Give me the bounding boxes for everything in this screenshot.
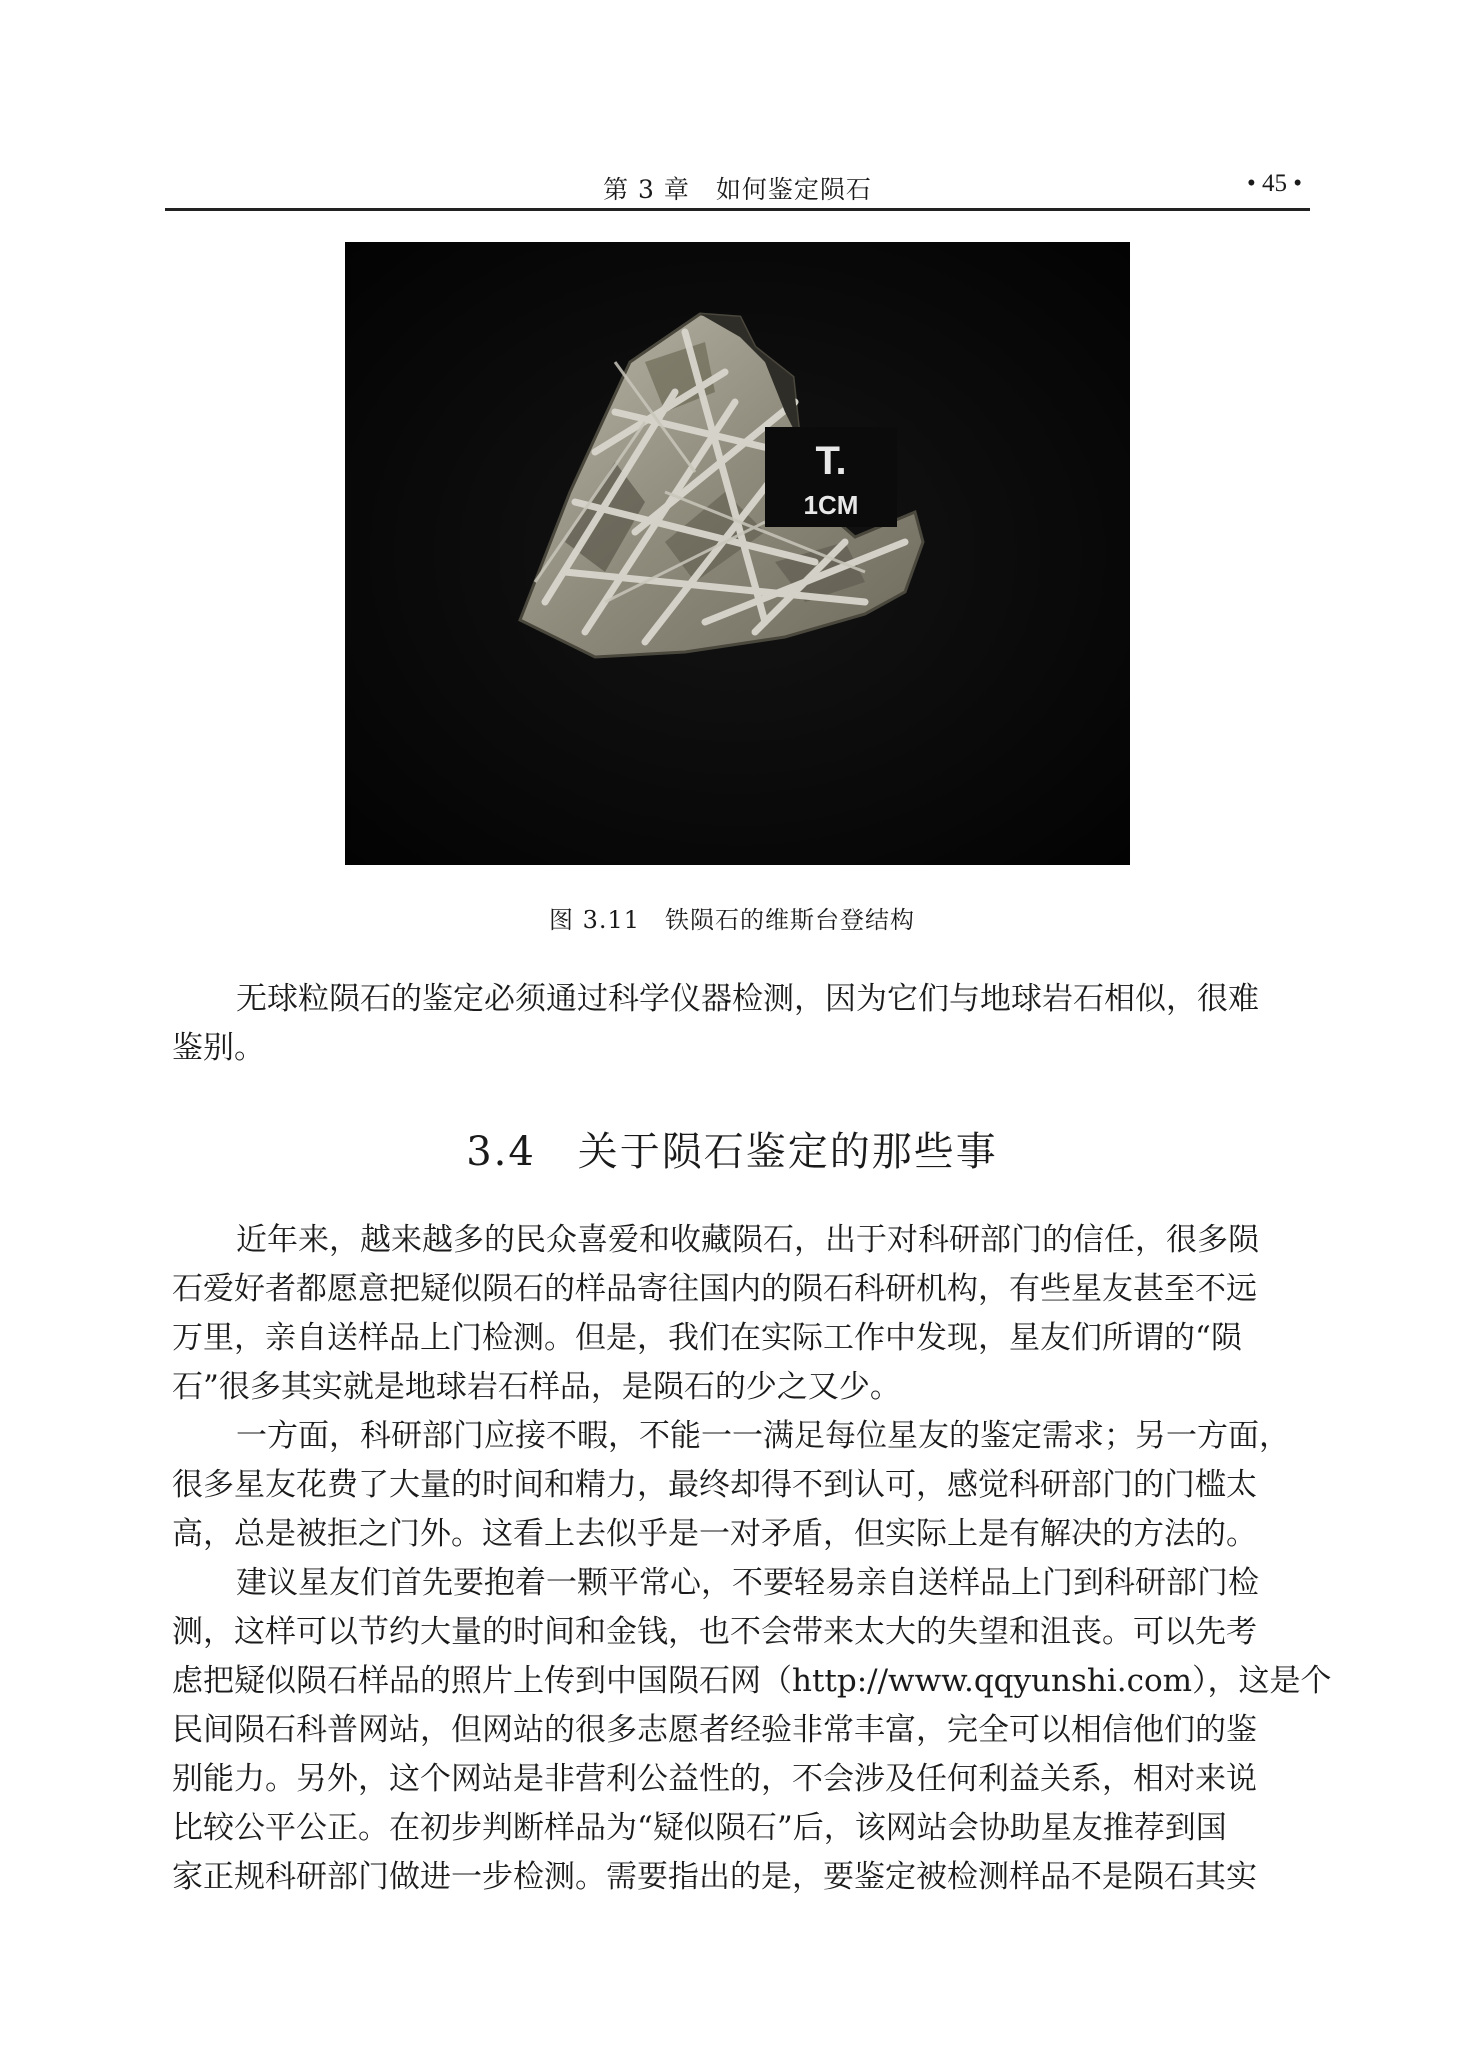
running-header: [165, 168, 1310, 211]
paragraph-4-line-7: 家正规科研部门做进一步检测。需要指出的是，要鉴定被检测样品不是陨石其实: [172, 1859, 1257, 1895]
paragraph-4-line-1: 建议星友们首先要抱着一颗平常心，不要轻易亲自送样品上门到科研部门检: [236, 1565, 1259, 1601]
paragraph-2-line-1: 近年来，越来越多的民众喜爱和收藏陨石，出于对科研部门的信任，很多陨: [236, 1222, 1259, 1258]
paragraph-3: [172, 1412, 1302, 1559]
paragraph-2: [172, 1216, 1302, 1412]
scale-cube: [765, 427, 897, 527]
paragraph-1: [172, 975, 1302, 1073]
paragraph-4-line-2: 测，这样可以节约大量的时间和金钱，也不会带来太大的失望和沮丧。可以先考: [172, 1614, 1257, 1650]
section-heading: 3.4 关于陨石鉴定的那些事: [466, 1129, 998, 1175]
page-number: • 45 •: [1246, 170, 1302, 197]
paragraph-1-line-1: 无球粒陨石的鉴定必须通过科学仪器检测，因为它们与地球岩石相似，很难: [236, 981, 1259, 1017]
paragraph-4-line-3: 虑把疑似陨石样品的照片上传到中国陨石网（http://www.qqyunshi.com），这是个: [172, 1663, 1332, 1699]
meteorite-photo: [345, 242, 1130, 865]
paragraph-1-line-2: 鉴别。: [172, 1030, 265, 1066]
paragraph-2-line-3: 万里，亲自送样品上门检测。但是，我们在实际工作中发现，星友们所谓的“陨: [172, 1320, 1242, 1356]
paragraph-2-line-4: 石”很多其实就是地球岩石样品，是陨石的少之又少。: [172, 1369, 901, 1405]
paragraph-3-line-2: 很多星友花费了大量的时间和精力，最终却得不到认可，感觉科研部门的门槛太: [172, 1467, 1257, 1503]
figure-caption: 图 3.11 铁陨石的维斯台登结构: [548, 906, 916, 934]
scale-letter: T.: [815, 439, 847, 483]
scale-unit: 1CM: [803, 490, 859, 520]
chapter-title: 第 3 章 如何鉴定陨石: [603, 175, 872, 204]
paragraph-3-line-3: 高，总是被拒之门外。这看上去似乎是一对矛盾，但实际上是有解决的方法的。: [172, 1516, 1257, 1552]
paragraph-4-line-5: 别能力。另外，这个网站是非营利公益性的，不会涉及任何利益关系，相对来说: [172, 1761, 1257, 1797]
paragraph-4-line-6: 比较公平公正。在初步判断样品为“疑似陨石”后，该网站会协助星友推荐到国: [172, 1810, 1227, 1846]
paragraph-4-line-4: 民间陨石科普网站，但网站的很多志愿者经验非常丰富，完全可以相信他们的鉴: [172, 1712, 1257, 1748]
paragraph-4: [172, 1559, 1332, 1902]
paragraph-3-line-1: 一方面，科研部门应接不暇，不能一一满足每位星友的鉴定需求；另一方面，: [236, 1418, 1290, 1454]
paragraph-2-line-2: 石爱好者都愿意把疑似陨石的样品寄往国内的陨石科研机构，有些星友甚至不远: [172, 1271, 1257, 1307]
